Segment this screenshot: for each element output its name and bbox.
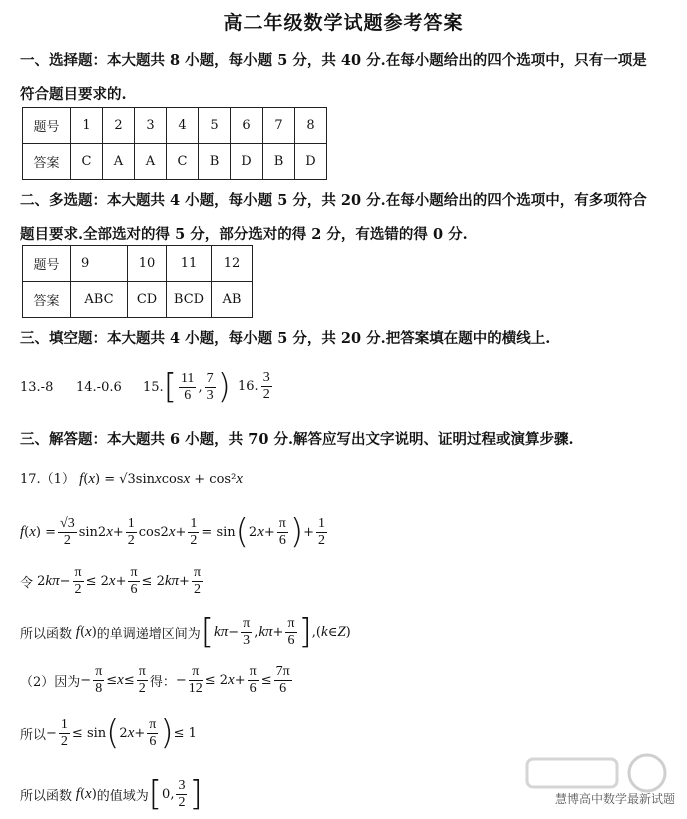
section1-line1: 一、选择题：本大题共 8 小题，每小题 5 分，共 40 分.在每小题给出的四个选项中，只有一项是 — [20, 52, 647, 69]
section1-heading — [20, 44, 647, 112]
numerator: 3 — [262, 370, 270, 385]
fraction: $\frac{\pi}{6}$ — [278, 515, 286, 548]
table-cell: 2 — [103, 108, 135, 144]
fraction: $\frac{1}{2}$ — [60, 716, 68, 749]
fraction: $\frac{3}{2}$ — [178, 777, 186, 810]
fraction: $\frac{7\pi}{6}$ — [275, 664, 290, 696]
text-suoyi2: 所以 — [20, 727, 47, 743]
table-cell: C — [167, 144, 199, 180]
q17-line5: （2）因为 − $\frac{\pi}{8}$ ≤ x ≤ $\frac{\pi}{2}$ 得： − $\frac{\pi}{12}$ ≤ 2 x + $\frac{\pi}{6}$ ≤ $\frac{7\pi}{6}$ — [20, 664, 290, 696]
section2-line2: 题目要求.全部选对的得 5 分，部分选对的得 2 分，有选错的得 0 分. — [20, 226, 468, 243]
text-interval: 的单调递增区间为 — [96, 626, 201, 642]
page-title: 高二年级数学试题参考答案 — [223, 12, 464, 34]
table-row — [23, 246, 253, 282]
denominator: 6 — [184, 387, 192, 403]
table-cell: AB — [212, 282, 253, 318]
fraction: $\frac{1}{2}$ — [190, 515, 198, 548]
section4-heading: 三、解答题：本大题共 6 小题，共 70 分.解答应写出文字说明、证明过程或演算步骤. — [20, 431, 574, 448]
table-cell: 7 — [263, 108, 295, 144]
table-cell: 10 — [128, 246, 167, 282]
fraction: $\frac{\pi}{6}$ — [130, 565, 138, 597]
choice-answer-table — [22, 107, 327, 180]
q17-line4: 所以函数 f ( x ) 的单调递增区间为 [ kπ − $\frac{\pi}{3}$ , kπ + $\frac{\pi}{6}$ ] ,( k ∈ Z ) — [20, 612, 351, 652]
table-cell: CD — [128, 282, 167, 318]
text-range: 的值域为 — [96, 788, 149, 804]
text-suoyi: 所以函数 — [20, 626, 73, 642]
answer-15: 15. [ $\frac{11}{6}$ , $\frac{7}{3}$ ) — [143, 367, 231, 407]
table1-header-label: 题号 — [23, 108, 71, 144]
fraction: $\frac{\pi}{12}$ — [188, 664, 203, 696]
denominator: 2 — [262, 387, 270, 402]
table-cell: 11 — [167, 246, 212, 282]
fraction: $\frac{√3}{2}$ — [60, 515, 75, 548]
table-cell: D — [295, 144, 327, 180]
q17-line7: 所以函数 f ( x ) 的值域为 [ 0, $\frac{3}{2}$ ] — [20, 774, 203, 814]
text-ling: 令 — [20, 576, 34, 591]
table-cell: A — [135, 144, 167, 180]
table-row — [23, 144, 327, 180]
fraction: $\frac{1}{2}$ — [318, 515, 326, 548]
q17-line2: f ( x ) = $\frac{√3}{2}$ sin2 x + $\frac{1}{2}$ cos2 x + $\frac{1}{2}$ = sin ( 2 x + $\frac{\pi}{6}$ ) + $\frac{1}{2}$ — [20, 512, 326, 552]
denominator: 3 — [206, 387, 214, 403]
table-cell: 4 — [167, 108, 199, 144]
table-cell: A — [103, 144, 135, 180]
fraction: $\frac{\pi}{6}$ — [287, 615, 295, 648]
part2-label: （2）因为 — [20, 675, 81, 690]
table2-answer-label: 答案 — [23, 282, 71, 318]
fraction: $\frac{\pi}{2}$ — [193, 565, 202, 597]
answer-13: 13.-8 — [20, 380, 54, 395]
fraction — [179, 371, 196, 404]
table-cell: D — [231, 144, 263, 180]
q17-label: 17.（1） — [20, 472, 75, 487]
fraction — [261, 370, 272, 403]
multi-answer-table — [22, 245, 253, 318]
fraction: $\frac{\pi}{6}$ — [149, 716, 157, 749]
q17-line1: 17.（1） f(x) = √3sinxcosx + cos²x — [20, 471, 243, 487]
fraction: $\frac{\pi}{2}$ — [138, 664, 146, 696]
table-row — [23, 282, 253, 318]
fraction: $\frac{\pi}{3}$ — [243, 615, 251, 648]
fraction — [205, 371, 216, 404]
table-cell: 8 — [295, 108, 327, 144]
q17-line3: 令 2 kπ − $\frac{\pi}{2}$ ≤ 2 x + $\frac{\pi}{6}$ ≤ 2 kπ + $\frac{\pi}{2}$ — [20, 565, 202, 597]
table1-answer-label: 答案 — [23, 144, 71, 180]
table-cell: 1 — [71, 108, 103, 144]
table-cell: 3 — [135, 108, 167, 144]
table-cell: 6 — [231, 108, 263, 144]
table-cell: ABC — [71, 282, 128, 318]
table-cell: 12 — [212, 246, 253, 282]
table-cell: B — [263, 144, 295, 180]
answer-16-label: 16. — [238, 379, 259, 394]
section2-heading — [20, 184, 647, 252]
fraction: $\frac{\pi}{2}$ — [74, 565, 82, 597]
bracket-left: [ — [163, 367, 177, 407]
table-cell: BCD — [167, 282, 212, 318]
table-cell: C — [71, 144, 103, 180]
answer-14: 14.-0.6 — [76, 380, 122, 395]
fraction: $\frac{\pi}{6}$ — [249, 664, 257, 696]
table-cell: B — [199, 144, 231, 180]
section2-line1: 二、多选题：本大题共 4 小题，每小题 5 分，共 20 分.在每小题给出的四个选项中，有多项符合 — [20, 192, 647, 209]
fraction: $\frac{1}{2}$ — [127, 515, 135, 548]
numerator: 11 — [180, 370, 195, 386]
watermark-text: 慧博高中数学最新试题 — [554, 792, 675, 806]
formula: f — [79, 471, 84, 487]
fraction: $\frac{\pi}{8}$ — [95, 664, 103, 696]
answer-15-label: 15. — [143, 379, 164, 395]
table-cell: 9 — [71, 246, 128, 282]
numerator: 7 — [206, 370, 214, 386]
q17-line6: 所以 − $\frac{1}{2}$ ≤ sin ( 2 x + $\frac{\pi}{6}$ ) ≤ 1 — [20, 713, 197, 753]
table-cell: 5 — [199, 108, 231, 144]
text-suoyi3: 所以函数 — [20, 788, 73, 804]
section3-heading: 三、填空题：本大题共 4 小题，每小题 5 分，共 20 分.把答案填在题中的横线上. — [20, 330, 551, 347]
text-de: 得： — [149, 675, 176, 690]
paren-right: ) — [217, 367, 231, 407]
answer-16 — [238, 370, 274, 403]
section1-line2: 符合题目要求的. — [20, 86, 127, 103]
table2-header-label: 题号 — [23, 246, 71, 282]
table-row — [23, 108, 327, 144]
